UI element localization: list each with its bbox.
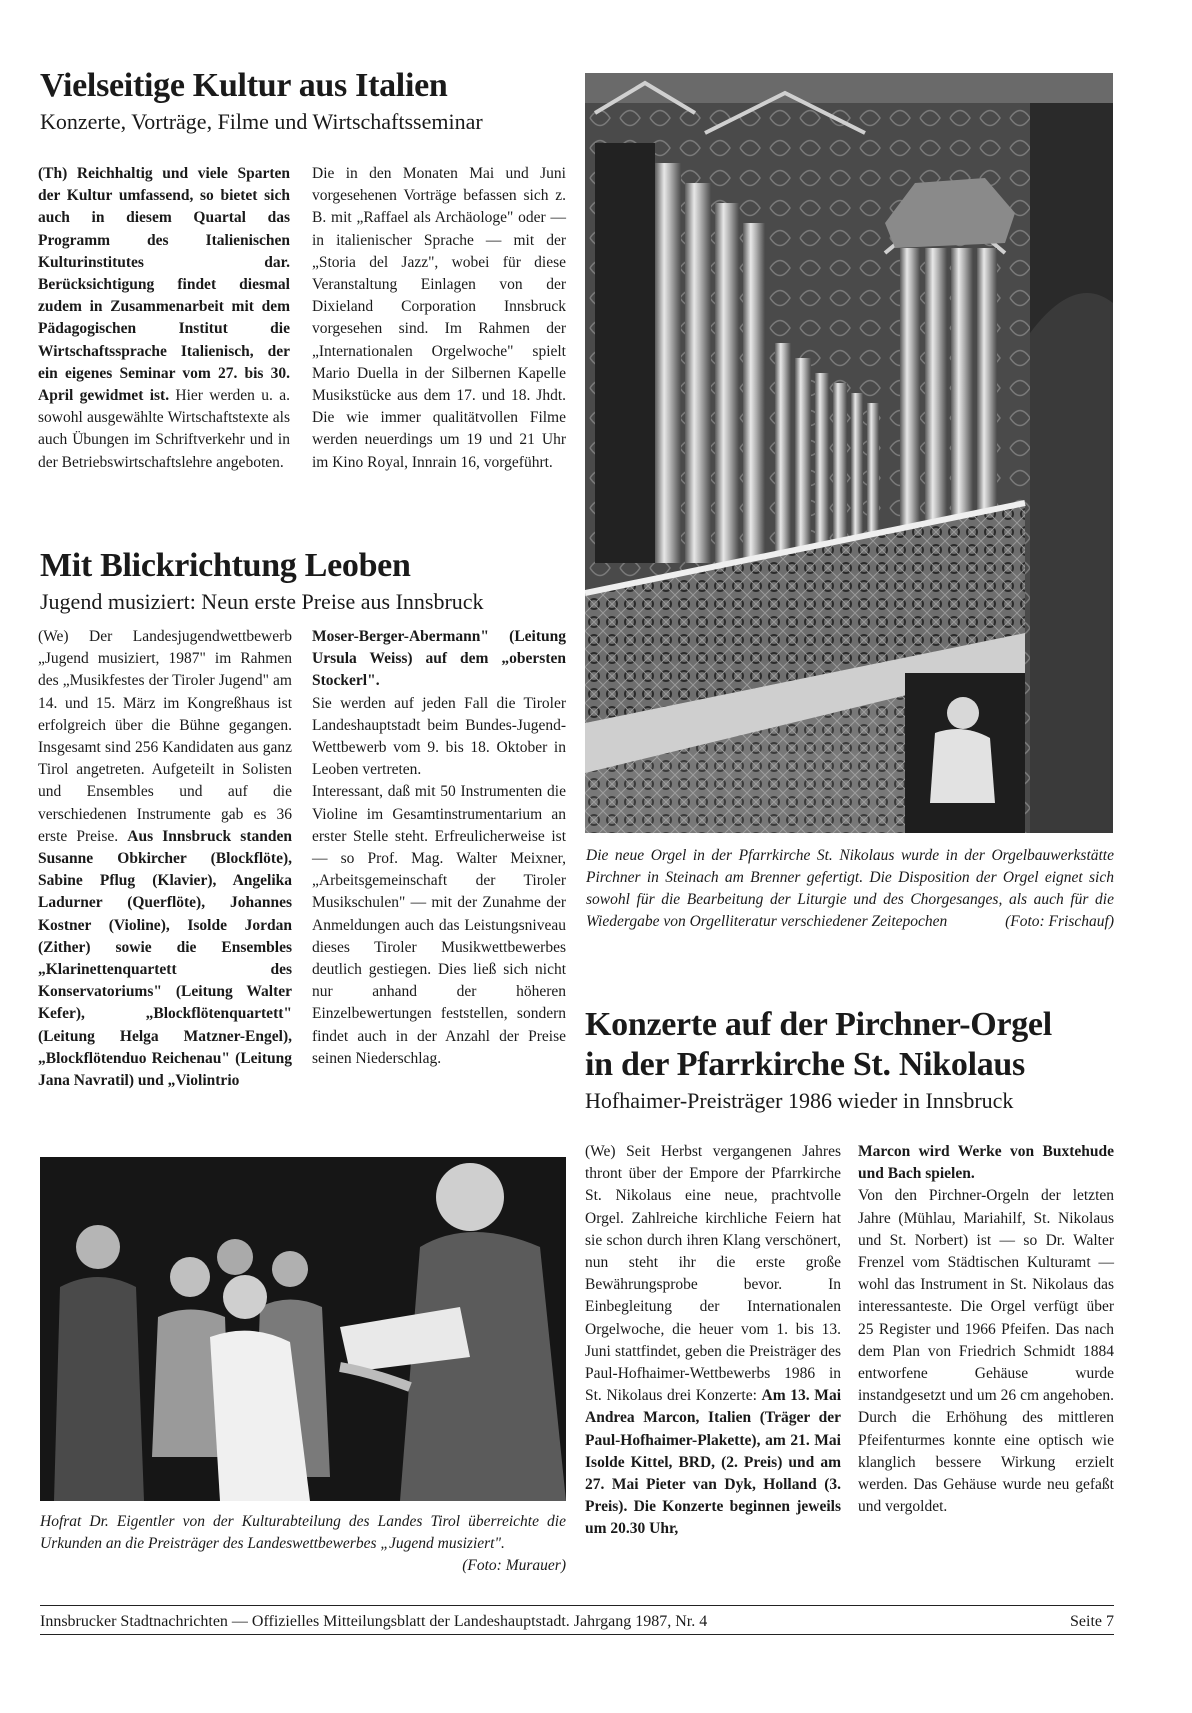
award-caption-text: Hofrat Dr. Eigentler von der Kulturabteilung des Landes Tirol überreichte die Urkunden an die Preisträger des Landeswettbewerbes „Jugend musiziert". (40, 1513, 566, 1552)
article-3-col1-text: (We) Seit Herbst vergangenen Jahres thront über der Empore der Pfarrkirche St. Nikolaus eine neue, prachtvolle Orgel. Zahlreiche kirchliche Feiern hat sie schon durch ihren Klang verschönert, nun steht ihr die erste große Bewährungsprobe bevor. In Einbegleitung der Internationalen Orgelwoche, die heuer vom 1. bis 13. Juni stattfindet, geben die Preisträger des Paul-Hofhaimer-Wettbewerbs 1986 in St. Nikolaus drei Konzerte: (585, 1143, 841, 1405)
article-2-col2-winners: Moser-Berger-Abermann" (Leitung Ursula Weiss) auf dem „obersten Stockerl". (312, 628, 566, 690)
article-2-col2-text2: Interessant, daß mit 50 Instrumenten die Violine im Gesamtinstrumentarium an erster Stelle steht. Erfreulicherweise ist — so Prof. Mag. Walter Meixner, „Arbeitsgemeinschaft der Tiroler Musikschulen" — mit der Zunahme der Anmeldungen auch das Leistungsniveau dieses Tiroler Musikwettbewerbes deutlich gestiegen. Dies ließ sich nicht nur anhand der höheren Einzelbewertungen feststellen, sondern findet auch in der Anzahl der Preise seinen Niederschlag. (312, 783, 566, 1067)
article-3-subtitle: Hofhaimer-Preisträger 1986 wieder in Innsbruck (585, 1088, 1014, 1113)
article-3-column-1 (585, 1141, 841, 1541)
organ-photo-credit: (Foto: Frischauf) (1005, 913, 1114, 930)
footer-publication: Innsbrucker Stadtnachrichten — Offizielles Mitteilungsblatt der Landeshauptstadt. Jahrgang 1987, Nr. 4 (40, 1613, 708, 1630)
organ-caption-text: Die neue Orgel in der Pfarrkirche St. Nikolaus wurde in der Orgelbauwerkstätte Pirchner in Steinach am Brenner gefertigt. Die Disposition der Orgel eignet sich sowohl für die Bearbeitung der Liturgie und des Chorgesanges, als auch für die Wiedergabe von Orgelliteratur verschiedener Zeitepochen (586, 847, 1114, 930)
article-3-concert-dates: Am 13. Mai Andrea Marcon, Italien (Träger der Paul-Hofhaimer-Plakette), am 21. Mai Isolde Kittel, BRD, (2. Preis) und am 27. Mai Pieter van Dyk, Holland (3. Preis). Die Konzerte beginnen jeweils um 20.30 Uhr, (585, 1387, 841, 1538)
article-1-subtitle: Konzerte, Vorträge, Filme und Wirtschaftsseminar (40, 109, 483, 134)
award-image (40, 1157, 566, 1501)
article-1-column-2: Die in den Monaten Mai und Juni vorgesehenen Vorträge befassen sich z. B. mit „Raffael als Archäologe" oder — in italienischer Sprache — mit der „Storia del Jazz", wobei für diese Veranstaltung Einlagen von der Dixieland Corporation Innsbruck vorgesehen sind. Im Rahmen der „Internationalen Orgelwoche" spielt Mario Duella in der Silbernen Kapelle Musikstücke aus dem 17. und 18. Jhdt. Die wie immer qualitätvollen Filme werden neuerdings um 19 und 21 Uhr im Kino Royal, Innrain 16, vorgeführt. (312, 165, 566, 471)
article-3-title-line-1: Konzerte auf der Pirchner-Orgel (585, 1006, 1052, 1043)
article-2-col1-text: (We) Der Landesjugendwettbewerb „Jugend musiziert, 1987" im Rahmen des „Musikfestes der Tiroler Jugend" am 14. und 15. März im Kongreßhaus ist erfolgreich über die Bühne gegangen. Insgesamt sind 256 Kandidaten aus ganz Tirol angetreten. Aufgeteilt in Solisten und Ensembles und auf die verschiedenen Instrumente gab es 36 erste Preise. (38, 628, 292, 845)
article-2-title: Mit Blickrichtung Leoben (40, 547, 411, 584)
organ-image (585, 73, 1113, 833)
footer-rule-bottom (40, 1634, 1114, 1635)
article-2-subtitle: Jugend musiziert: Neun erste Preise aus Innsbruck (40, 589, 484, 614)
article-3-col2-lead: Marcon wird Werke von Buxtehude und Bach spielen. (858, 1143, 1114, 1183)
organist-figure (905, 673, 1025, 833)
article-2-winners: Aus Innsbruck standen Susanne Obkircher (Blockflöte), Sabine Pflug (Klavier), Angelika Ladurner (Querflöte), Johannes Kostner (Violine), Isolde Jordan (Zither) sowie die Ensembles „Klarinettenquartett des Konservatoriums" (Leitung Walter Kefer), „Blockflötenquartett" (Leitung Helga Matzner-Engel), „Blockflötenduo Reichenau" (Leitung Jana Navratil) und „Violintrio (38, 827, 292, 1090)
organ-photo-caption (586, 845, 1114, 933)
award-photo-caption (40, 1511, 566, 1577)
article-2-column-1 (38, 626, 292, 1092)
article-2-col2-text: Sie werden auf jeden Fall die Tiroler Landeshauptstadt beim Bundes-Jugend-Wettbewerb vom 9. bis 18. Oktober in Leoben vertreten. (312, 694, 566, 779)
article-1-column-1 (38, 163, 290, 474)
article-1-title: Vielseitige Kultur aus Italien (40, 67, 448, 104)
article-2-column-2 (312, 626, 566, 1070)
article-3-title-line-2: in der Pfarrkirche St. Nikolaus (585, 1046, 1025, 1083)
award-photo-credit: (Foto: Murauer) (462, 1557, 566, 1574)
footer-rule (40, 1605, 1114, 1606)
organ-photo (585, 73, 1113, 833)
article-1-col1-text: Hier werden u. a. sowohl ausgewählte Wirtschaftstexte als auch Übungen im Schriftverkehr und in der Betriebswirtschaftslehre angeboten. (38, 387, 290, 471)
award-photo (40, 1157, 566, 1501)
article-3-col2-text: Von den Pirchner-Orgeln der letzten Jahre (Mühlau, Mariahilf, St. Nikolaus und St. Norbert) ist — so Dr. Walter Frenzel vom Städtischen Kulturamt — wohl das Instrument in St. Nikolaus das interessanteste. Die Orgel verfügt über 25 Register und 1966 Pfeifen. Das nach dem Plan von Friedrich Schmidt 1884 entworfene Gehäuse wurde instandgesetzt und um 26 cm angehoben. Durch die Erhöhung des mittleren Pfeifenturmes konnte eine optisch wie klanglich bessere Wirkung erzielt werden. Das Gehäuse wurde neu gefaßt und vergoldet. (858, 1187, 1114, 1516)
page-number: Seite 7 (1070, 1613, 1114, 1630)
article-1-lead: (Th) Reichhaltig und viele Sparten der Kultur umfassend, so bietet sich auch in diesem Quartal das Programm des Italienischen Kulturinstitutes dar. Berücksichtigung findet diesmal zudem in Zusammenarbeit mit dem Pädagogischen Institut die Wirtschaftssprache Italienisch, der ein eigenes Seminar vom 27. bis 30. April gewidmet ist. (38, 165, 290, 405)
article-3-column-2 (858, 1141, 1114, 1518)
